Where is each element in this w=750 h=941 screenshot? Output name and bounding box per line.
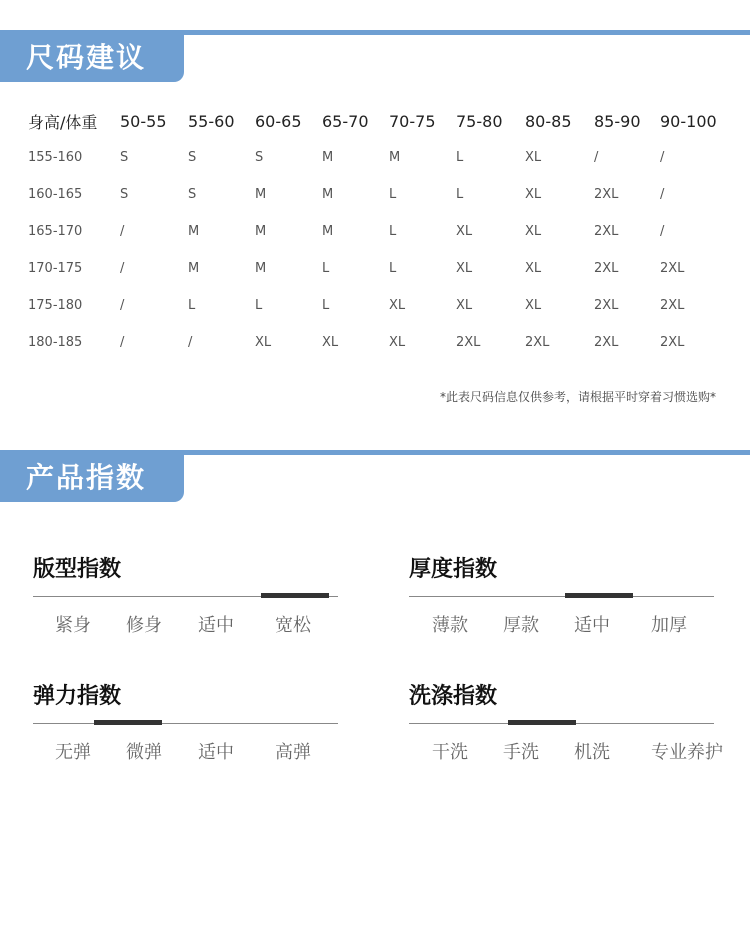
table-cell: M [322,150,334,165]
table-cell: XL [525,150,542,165]
table-cell: M [188,261,200,276]
table-cell: M [255,261,267,276]
index-option: 薄款 [432,615,468,636]
table-cell: 2XL [594,261,619,276]
table-cell: / [660,187,665,202]
index-options [33,738,363,762]
table-cell: M [389,150,401,165]
index-selected-marker [565,593,633,598]
table-cell: XL [389,335,406,350]
index-scale-line [409,596,714,597]
table-cell: M [188,224,200,239]
size-table-header-row [22,103,717,139]
table-cell: 2XL [594,298,619,313]
header-cell: 60-65 [255,111,302,131]
index-title: 版型指数 [33,557,122,582]
index-option: 无弹 [55,742,91,763]
table-cell: M [255,224,267,239]
table-cell: 2XL [594,335,619,350]
table-cell: M [255,187,267,202]
table-cell: XL [389,298,406,313]
table-cell: XL [525,298,542,313]
fit-index [33,555,338,636]
table-cell: XL [255,335,272,350]
table-cell: S [188,150,197,165]
table-cell: L [322,298,330,313]
table-cell: L [389,187,397,202]
index-option: 宽松 [275,615,311,636]
table-cell: / [120,224,125,239]
header-cell: 75-80 [456,111,503,131]
header-cell: 50-55 [120,111,167,131]
header-cell: 70-75 [389,111,436,131]
table-cell: L [255,298,263,313]
table-cell: XL [525,187,542,202]
table-cell: M [322,187,334,202]
header-cell: 身高/体重 [28,112,98,132]
table-cell: XL [456,224,473,239]
header-cell: 55-60 [188,111,235,131]
table-cell: S [255,150,264,165]
table-cell: 2XL [594,187,619,202]
table-cell: XL [322,335,339,350]
index-option: 微弹 [126,742,162,763]
table-cell: / [660,224,665,239]
table-cell: 165-170 [28,224,83,239]
index-option: 干洗 [432,742,468,763]
index-title: 洗涤指数 [409,684,498,709]
washing-index [409,682,723,763]
table-cell: / [594,150,599,165]
table-cell: / [660,150,665,165]
table-cell: L [389,261,397,276]
index-option: 适中 [198,615,234,636]
index-option: 机洗 [574,742,610,763]
header-cell: 90-100 [660,111,717,131]
index-option: 适中 [574,615,610,636]
table-cell: S [188,187,197,202]
index-option: 修身 [126,615,162,636]
index-option: 手洗 [503,742,539,763]
table-cell: / [120,298,125,313]
table-cell: 170-175 [28,261,83,276]
index-options [409,611,739,635]
size-section-title: 尺码建议 [0,34,184,82]
index-selected-marker [508,720,576,725]
index-option: 高弹 [275,742,311,763]
table-cell: L [456,150,464,165]
index-option: 适中 [198,742,234,763]
table-cell: L [389,224,397,239]
table-cell: 155-160 [28,150,83,165]
index-title: 厚度指数 [409,557,498,582]
index-title: 弹力指数 [33,684,122,709]
product-section-title: 产品指数 [0,454,184,502]
table-cell: / [188,335,193,350]
table-cell: XL [525,224,542,239]
elasticity-index [33,682,338,763]
table-cell: 180-185 [28,335,83,350]
table-cell: S [120,187,129,202]
table-cell: 160-165 [28,187,83,202]
header-cell: 65-70 [322,111,369,131]
table-cell: 2XL [660,335,685,350]
table-cell: XL [525,261,542,276]
table-cell: 2XL [660,298,685,313]
table-row [22,139,717,176]
table-cell: 175-180 [28,298,83,313]
table-cell: XL [456,261,473,276]
table-cell: 2XL [594,224,619,239]
index-selected-marker [94,720,162,725]
index-selected-marker [261,593,329,598]
table-cell: 2XL [456,335,481,350]
table-cell: 2XL [660,261,685,276]
table-cell: L [322,261,330,276]
thickness-index [409,555,714,636]
size-table [22,103,717,361]
header-cell: 85-90 [594,111,641,131]
table-cell: XL [456,298,473,313]
table-cell: / [120,261,125,276]
table-row [22,176,717,213]
table-cell: / [120,335,125,350]
table-row [22,213,717,250]
index-options [33,611,363,635]
table-cell: 2XL [525,335,550,350]
index-option: 专业养护 [651,742,723,763]
index-scale-line [33,723,338,724]
table-row [22,250,717,287]
table-row [22,287,717,324]
table-cell: M [322,224,334,239]
table-row [22,324,717,361]
table-cell: S [120,150,129,165]
index-option: 紧身 [55,615,91,636]
index-option: 加厚 [651,615,687,636]
table-cell: L [188,298,196,313]
index-options [409,738,739,762]
size-note: *此表尺码信息仅供参考，请根据平时穿着习惯选购* [439,390,716,404]
table-cell: L [456,187,464,202]
index-option: 厚款 [503,615,539,636]
header-cell: 80-85 [525,111,572,131]
